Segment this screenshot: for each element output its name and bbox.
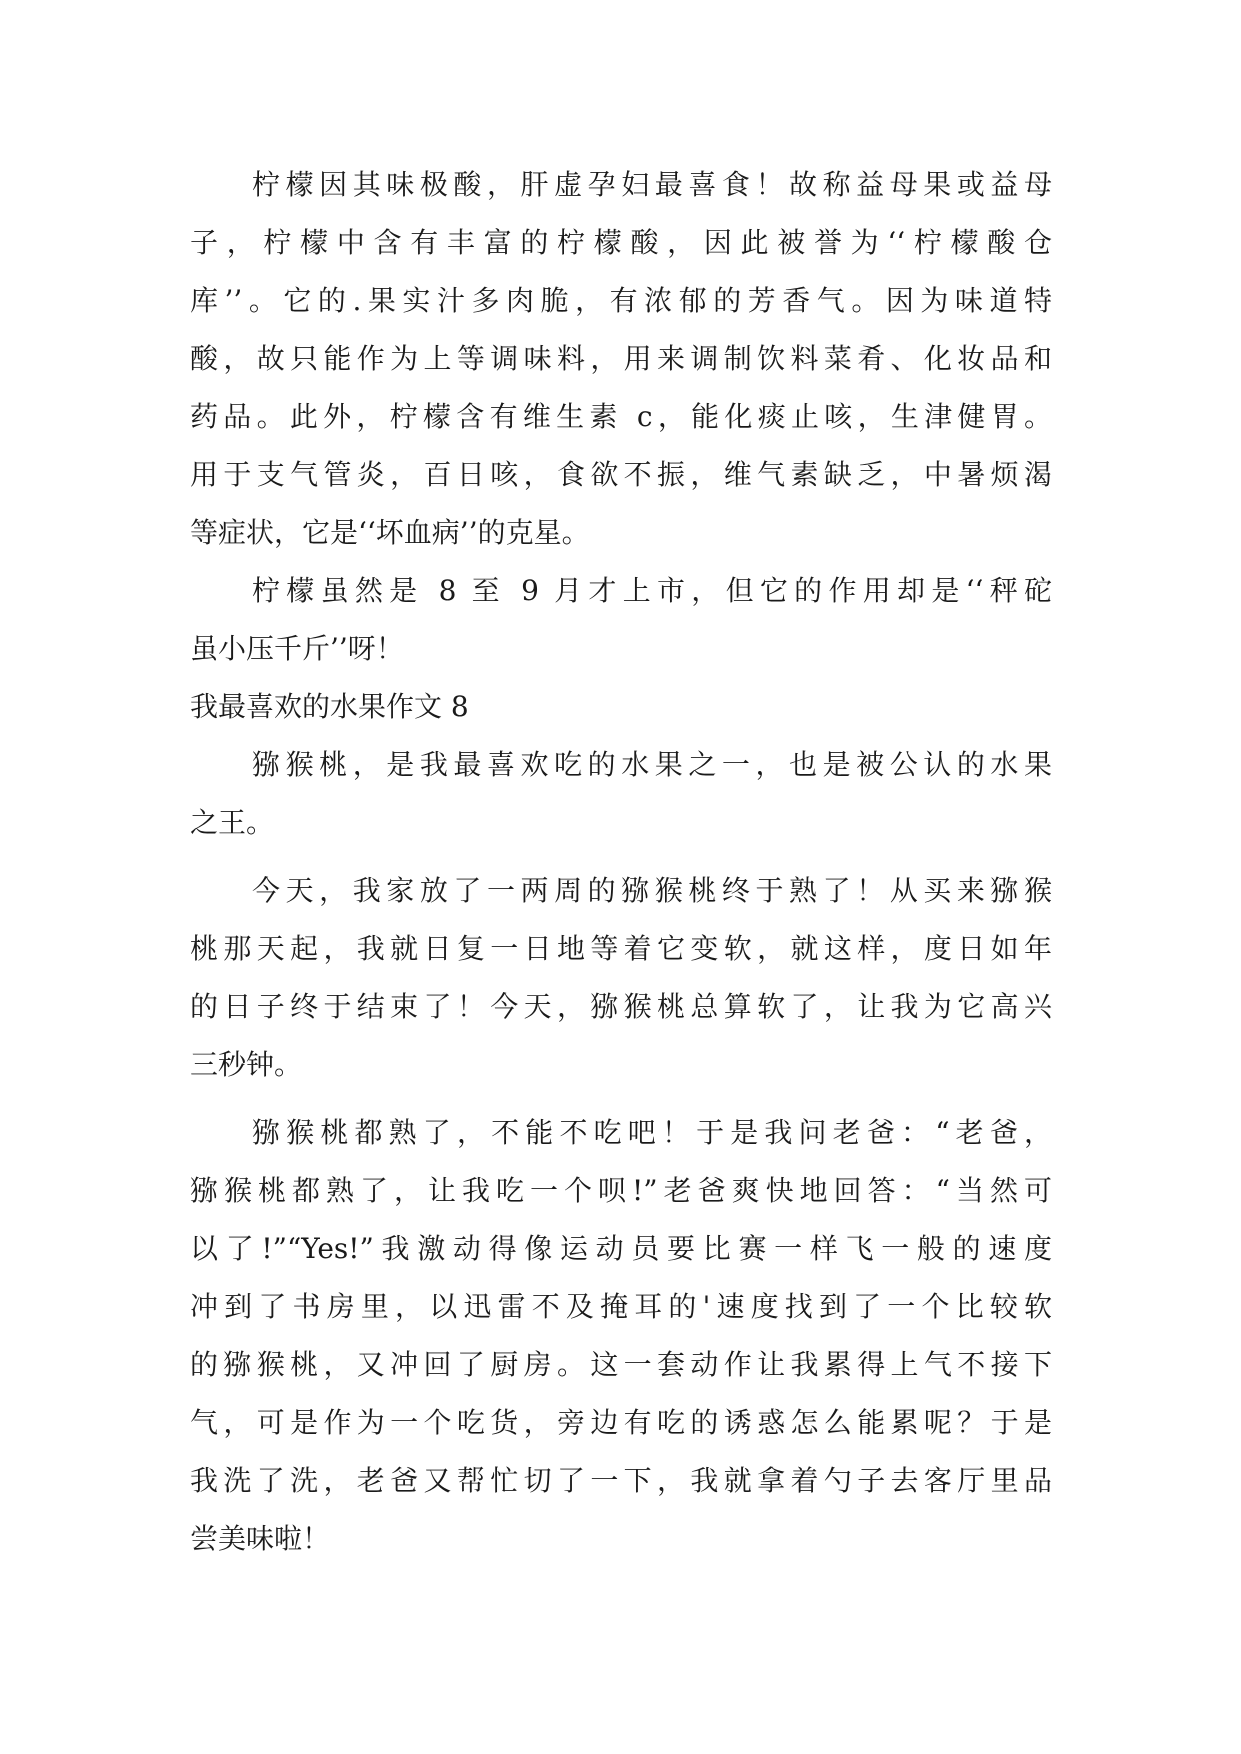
text-line: 冲到了书房里，以迅雷不及掩耳的'速度找到了一个比较软 (190, 1290, 1052, 1323)
text-line: 今天，我家放了一两周的猕猴桃终于熟了！从买来猕猴 (252, 874, 1052, 907)
paragraph-kiwi-intro (190, 736, 1052, 852)
text-line: 虽小压千斤’’呀！ (190, 632, 404, 665)
paragraph-lemon-season (190, 562, 1052, 678)
text-line: 子，柠檬中含有丰富的柠檬酸，因此被誉为‘‘柠檬酸仓 (190, 226, 1052, 259)
text-line: 猕猴桃都熟了，让我吃一个呗!”老爸爽快地回答：“当然可 (190, 1174, 1052, 1207)
text-line: 气，可是作为一个吃货，旁边有吃的诱惑怎么能累呢？于是 (190, 1406, 1052, 1439)
document-page (190, 156, 1052, 1568)
text-line: 柠檬虽然是 8 至 9 月才上市，但它的作用却是‘‘秤砣 (252, 574, 1052, 607)
text-line: 猕猴桃都熟了，不能不吃吧！于是我问老爸：“老爸， (252, 1116, 1052, 1149)
text-line: 三秒钟。 (190, 1048, 303, 1081)
paragraph-lemon-intro (190, 156, 1052, 562)
text-line: 库’’。它的.果实汁多肉脆，有浓郁的芳香气。因为味道特 (190, 284, 1052, 317)
essay-heading: 我最喜欢的水果作文 8 (190, 690, 469, 723)
text-line: 以了!”“Yes!”我激动得像运动员要比赛一样飞一般的速度 (190, 1232, 1052, 1265)
text-line: 柠檬因其味极酸，肝虚孕妇最喜食！故称益母果或益母 (252, 168, 1052, 201)
paragraph-kiwi-ripe (190, 862, 1052, 1094)
text-line: 的猕猴桃，又冲回了厨房。这一套动作让我累得上气不接下 (190, 1348, 1052, 1381)
paragraph-kiwi-eating (190, 1104, 1052, 1568)
text-line: 用于支气管炎，百日咳，食欲不振，维气素缺乏，中暑烦渴 (190, 458, 1052, 491)
text-line: 的日子终于结束了！今天，猕猴桃总算软了，让我为它高兴 (190, 990, 1052, 1023)
text-line: 我洗了洗，老爸又帮忙切了一下，我就拿着勺子去客厅里品 (190, 1464, 1052, 1497)
text-line: 等症状，它是‘‘坏血病’’的克星。 (190, 516, 590, 549)
text-line: 猕猴桃，是我最喜欢吃的水果之一，也是被公认的水果 (252, 748, 1052, 781)
text-line: 尝美味啦！ (190, 1522, 331, 1555)
text-line: 酸，故只能作为上等调味料，用来调制饮料菜肴、化妆品和 (190, 342, 1052, 375)
text-line: 药品。此外，柠檬含有维生素 c，能化痰止咳，生津健胃。 (190, 400, 1052, 433)
text-line: 之王。 (190, 806, 275, 839)
text-line: 桃那天起，我就日复一日地等着它变软，就这样，度日如年 (190, 932, 1052, 965)
